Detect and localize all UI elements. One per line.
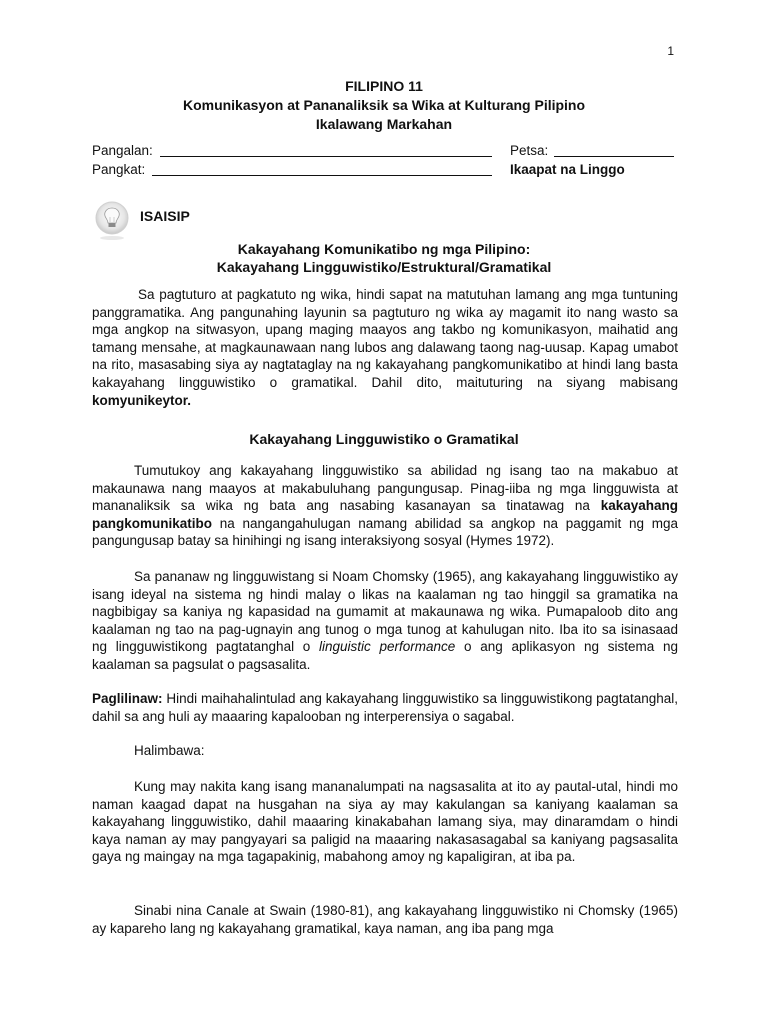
course-title: Komunikasyon at Pananaliksik sa Wika at Kulturang Pilipino xyxy=(182,97,586,113)
group-blank-line[interactable] xyxy=(152,175,492,176)
paragraph-3 xyxy=(92,568,678,674)
name-row xyxy=(92,143,678,161)
group-row xyxy=(92,162,678,180)
isaisip-label: ISAISIP xyxy=(140,208,190,224)
subtitle: Kakayahang Lingguwistiko o Gramatikal xyxy=(249,431,519,447)
lightbulb-icon xyxy=(92,198,132,242)
paragraph-4 xyxy=(92,690,678,725)
paragraph-3-italic: linguistic performance xyxy=(319,639,456,655)
main-title-line1: Kakayahang Komunikatibo ng mga Pilipino: xyxy=(237,241,531,257)
date-label: Petsa: xyxy=(510,143,549,158)
paragraph-1-bold: komyunikeytor. xyxy=(92,392,192,408)
paragraph-3-rest: o ang aplikasyon ng sistema ng kaalaman sa pagsulat o pagsasalita. xyxy=(92,639,678,672)
paragraph-1 xyxy=(92,286,678,409)
name-blank-line[interactable] xyxy=(160,156,492,157)
quarter-title: Ikalawang Markahan xyxy=(315,116,453,132)
paragraph-1-text: Sa pagtuturo at pagkatuto ng wika, hindi sapat na matutuhan lamang ang mga tuntuning panggramatika. Ang pangunahing layunin sa pagtuturo ng wika ay magamit ito nang wasto sa mga angkop na sitwasyon, upang maging maayos ang takbo ng komunikasyon, maihatid ang tamang mensahe, at magkaunawaan nang lubos ang dalawang taong nag-uusap. Kapag umabot na rito, masasabing siya ay nagtataglay na ng kakayahang pangkomunikatibo at hindi lang basta kakayahang lingguwistiko o gramatikal. Dahil dito, maituturing na siyang mabisang xyxy=(92,287,678,390)
paragraph-4-text: Hindi maihahalintulad ang kakayahang lingguwistiko sa lingguwistikong pagtatanghal, dahil sa ang huli ay maaaring kapalooban ng interperensiya o sagabal. xyxy=(92,691,678,724)
paragraph-4-bold: Paglilinaw: xyxy=(92,691,163,706)
paragraph-5: Kung may nakita kang isang mananalumpati na nagsasalita at ito ay pautal-utal, hindi mo naman kaagad dapat na husgahan na siya ay may kakulangan sa kaniyang kaalaman sa kakayahang lingguwistiko, dahil maaaring kinakabahan lamang siya, may dinaramdam o hindi kaya naman ay may pangyayari sa paligid na maaaring nakasasagabal sa kaniyang pagsasalita gaya ng maingay na mga tagapakinig, mabahong amoy ng kapaligiran, at iba pa. xyxy=(92,779,678,865)
paragraph-2-bold: kakayahang pangkomunikatibo xyxy=(92,498,678,531)
date-blank-line[interactable] xyxy=(554,156,674,157)
paragraph-3-text: Sa pananaw ng lingguwistang si Noam Chomsky (1965), ang kakayahang lingguwistiko ay isang ideyal na sistema ng hindi malay o likas na kaalaman ng tao hinggil sa gramatika na nagbibigay sa kaniya ng kapasidad na gumamit at makaunawa ng wika. Pumapaloob dito ang kaalaman ng tao na pag-ugnayin ang tunog o mga tunog at kahulugan nito. Iba ito sa isinasaad ng lingguwistikong pagtatanghal o xyxy=(92,569,678,655)
main-title xyxy=(0,240,768,276)
paragraph-2-rest: na nangangahulugan namang abilidad sa angkop na paggamit ng mga pangungusap batay sa hinihingi ng isang interaksiyong sosyal (Hymes 1972). xyxy=(92,515,678,549)
name-label: Pangalan: xyxy=(92,143,153,158)
paragraph-2-text: Tumutukoy ang kakayahang lingguwistiko sa abilidad ng isang tao na makabuo at makaunawa nang maayos at makabuluhang pangungusap. Pinag-iiba ng mga lingguwista at mananaliksik sa wika ng bata ang nasabing kasanayan sa tinatawag na xyxy=(92,463,678,514)
group-label: Pangkat: xyxy=(92,162,146,177)
paragraph-2 xyxy=(92,462,678,550)
paragraph-6: Sinabi nina Canale at Swain (1980-81), ang kakayahang lingguwistiko ni Chomsky (1965) ay kapareho lang ng kakayahang gramatikal, kaya naman, ang iba pang mga xyxy=(92,903,678,936)
example-label: Halimbawa: xyxy=(134,743,205,758)
document-header xyxy=(0,77,768,134)
page-number: 1 xyxy=(667,44,674,58)
main-title-line2: Kakayahang Lingguwistiko/Estruktural/Gramatikal xyxy=(216,259,552,275)
week-label: Ikaapat na Linggo xyxy=(510,162,625,177)
subject-title: FILIPINO 11 xyxy=(345,78,423,94)
